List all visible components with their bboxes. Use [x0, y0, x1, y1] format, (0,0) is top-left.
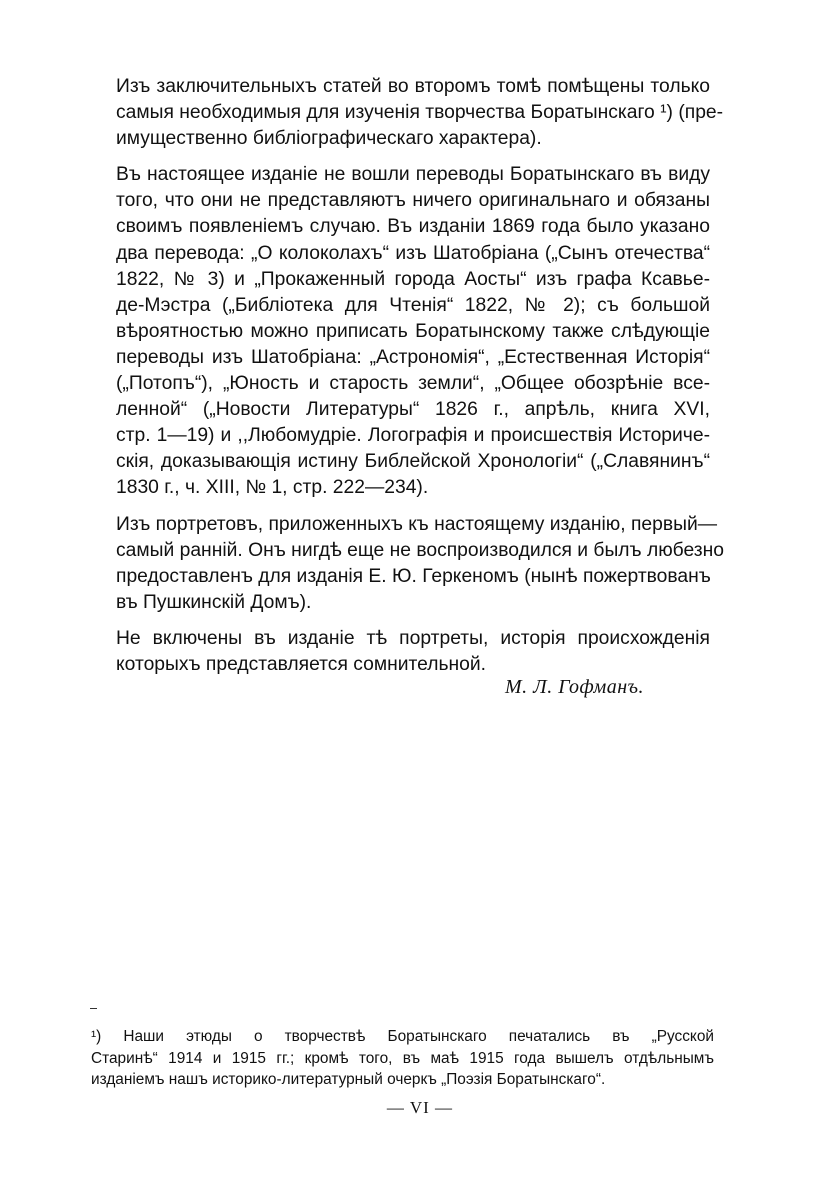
text-line: 1822, № 3) и „Прокаженный города Аосты“ изъ графа Ксавье- — [116, 268, 710, 290]
footnote-line: изданіемъ нашъ историко-литературный очеркъ „Поэзія Боратынскаго“. — [91, 1071, 606, 1088]
author-signature: М. Л. Гофманъ. — [505, 676, 645, 698]
text-line: Изъ портретовъ, приложенныхъ къ настоящему изданію, первый— — [116, 513, 718, 535]
text-line: вѣроятностью можно приписать Боратынскому также слѣдующіе — [116, 320, 710, 342]
footnote — [91, 1026, 714, 1091]
text-line: того, что они не представляютъ ничего оригинальнаго и обязаны — [116, 190, 710, 212]
text-line: два перевода: „О колоколахъ“ изъ Шатобріана („Сынъ отечества“ — [116, 242, 710, 264]
text-line: предоставленъ для изданія Е. Ю. Геркеномъ (нынѣ пожертвованъ — [116, 565, 711, 587]
text-line: скія, доказывающія истину Библейской Хронологіи“ („Славянинъ“ — [116, 451, 710, 473]
text-line: стр. 1—19) и ,,Любомудріе. Логографія и происшествія Историче- — [116, 425, 710, 447]
paragraph-2 — [116, 162, 710, 501]
paragraph-4 — [116, 626, 710, 678]
footnote-divider — [90, 1008, 97, 1009]
text-line: 1830 г., ч. XIII, № 1, стр. 222—234). — [116, 477, 429, 499]
text-line: самыя необходимыя для изученія творчества Боратынскаго ¹) (пре- — [116, 102, 724, 124]
text-line: переводы изъ Шатобріана: „Астрономія“, „Естественная Исторія“ — [116, 346, 710, 368]
text-line: Изъ заключительныхъ статей во второмъ томѣ помѣщены только — [116, 76, 710, 97]
text-line: въ Пушкинскій Домъ). — [116, 591, 312, 613]
footnote-line: Старинѣ“ 1914 и 1915 гг.; кромѣ того, въ маѣ 1915 года вышелъ отдѣльнымъ — [91, 1049, 714, 1067]
text-line: имущественно библіографическаго характера). — [116, 128, 542, 150]
paragraph-1 — [116, 74, 724, 152]
footnote-line: ¹) Наши этюды о творчествѣ Боратынскаго печатались въ „Русской — [91, 1028, 714, 1045]
text-line: самый ранній. Онъ нигдѣ еще не воспроизводился и былъ любезно — [116, 539, 725, 561]
text-line: своимъ появленіемъ случаю. Въ изданіи 1869 года было указано — [116, 216, 710, 238]
main-text — [116, 74, 725, 678]
text-line: Не включены въ изданіе тѣ портреты, исторія происхожденія — [116, 627, 710, 649]
text-line: де-Мэстра („Библіотека для Чтенія“ 1822, № 2); съ большой — [116, 294, 710, 316]
paragraph-3 — [116, 512, 725, 616]
text-line: („Потопъ“), „Юность и старость земли“, „Общее обозрѣніе все- — [116, 373, 710, 395]
page-number: — VI — — [386, 1098, 454, 1117]
text-line: которыхъ представляется сомнительной. — [116, 653, 486, 675]
text-line: ленной“ („Новости Литературы“ 1826 г., апрѣль, книга XVI, — [116, 399, 710, 421]
text-line: Въ настоящее изданіе не вошли переводы Боратынскаго въ виду — [116, 164, 710, 186]
